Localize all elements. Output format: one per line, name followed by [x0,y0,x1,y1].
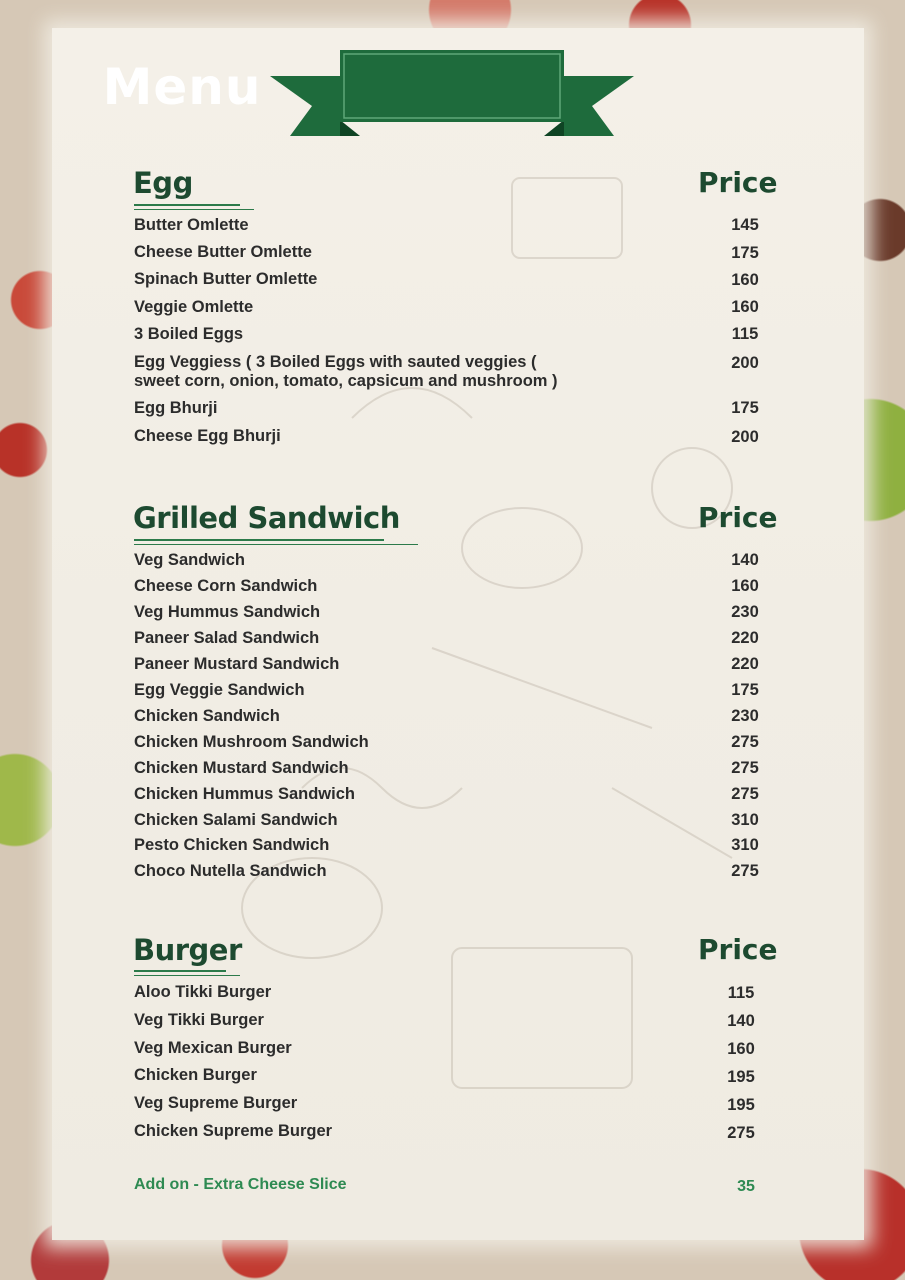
item-price: 310 [731,836,759,854]
item-price: 275 [731,733,759,751]
list-item: Paneer Mustard Sandwich [134,655,340,673]
item-price: 310 [731,811,759,829]
list-item: Veg Supreme Burger [134,1094,298,1112]
item-price: 115 [727,984,755,1002]
item-price: 175 [731,399,759,417]
item-price: 200 [731,354,759,372]
price-heading: Price [698,933,778,966]
list-item: Chicken Sandwich [134,707,280,725]
item-price: 230 [731,603,759,621]
list-item: Cheese Butter Omlette [134,243,312,261]
section-underline [134,970,226,972]
list-item: Chicken Mustard Sandwich [134,759,349,777]
list-item: Spinach Butter Omlette [134,270,318,288]
price-heading: Price [698,166,778,199]
section-title-burger: Burger [133,933,242,967]
list-item: Chicken Salami Sandwich [134,811,338,829]
price-heading: Price [698,501,778,534]
item-price: 195 [727,1068,755,1086]
list-item: Chicken Burger [134,1066,257,1084]
list-item: Egg Bhurji [134,399,218,417]
section-title-grilled-sandwich: Grilled Sandwich [133,501,400,535]
addon-price: 35 [737,1178,755,1195]
list-item: Veggie Omlette [134,298,254,316]
item-price: 160 [731,577,759,595]
section-underline [134,209,254,210]
item-price: 145 [731,216,759,234]
list-item: Veg Hummus Sandwich [134,603,321,621]
item-price: 275 [731,862,759,880]
item-price: 275 [731,785,759,803]
item-price: 220 [731,629,759,647]
section-underline [134,544,418,545]
section-underline [134,204,240,206]
list-item: Cheese Corn Sandwich [134,577,318,595]
item-price: 140 [731,551,759,569]
section-underline [134,975,240,976]
item-price: 160 [731,298,759,316]
list-item: Aloo Tikki Burger [134,983,272,1001]
list-item-continued: sweet corn, onion, tomato, capsicum and mushroom ) [134,372,558,390]
list-item: Egg Veggie Sandwich [134,681,305,699]
list-item: Veg Tikki Burger [134,1011,264,1029]
list-item: Chicken Hummus Sandwich [134,785,355,803]
section-underline [134,539,384,541]
item-price: 195 [727,1096,755,1114]
item-price: 140 [727,1012,755,1030]
item-price: 275 [731,759,759,777]
item-price: 175 [731,681,759,699]
list-item: Choco Nutella Sandwich [134,862,327,880]
list-item: 3 Boiled Eggs [134,325,244,343]
item-price: 275 [727,1124,755,1142]
item-price: 230 [731,707,759,725]
item-price: 175 [731,244,759,262]
menu-title: Menu [102,58,262,116]
item-price: 160 [731,271,759,289]
list-item: Chicken Supreme Burger [134,1122,333,1140]
list-item: Veg Mexican Burger [134,1039,292,1057]
item-price: 220 [731,655,759,673]
section-title-egg: Egg [133,166,193,200]
list-item: Pesto Chicken Sandwich [134,836,330,854]
list-item: Chicken Mushroom Sandwich [134,733,369,751]
list-item: Butter Omlette [134,216,249,234]
list-item: Cheese Egg Bhurji [134,427,281,445]
list-item: Egg Veggiess ( 3 Boiled Eggs with sauted veggies ( [134,353,537,371]
list-item: Veg Sandwich [134,551,245,569]
item-price: 115 [731,325,759,343]
item-price: 200 [731,428,759,446]
addon-label: Add on - Extra Cheese Slice [134,1176,347,1193]
item-price: 160 [727,1040,755,1058]
list-item: Paneer Salad Sandwich [134,629,320,647]
